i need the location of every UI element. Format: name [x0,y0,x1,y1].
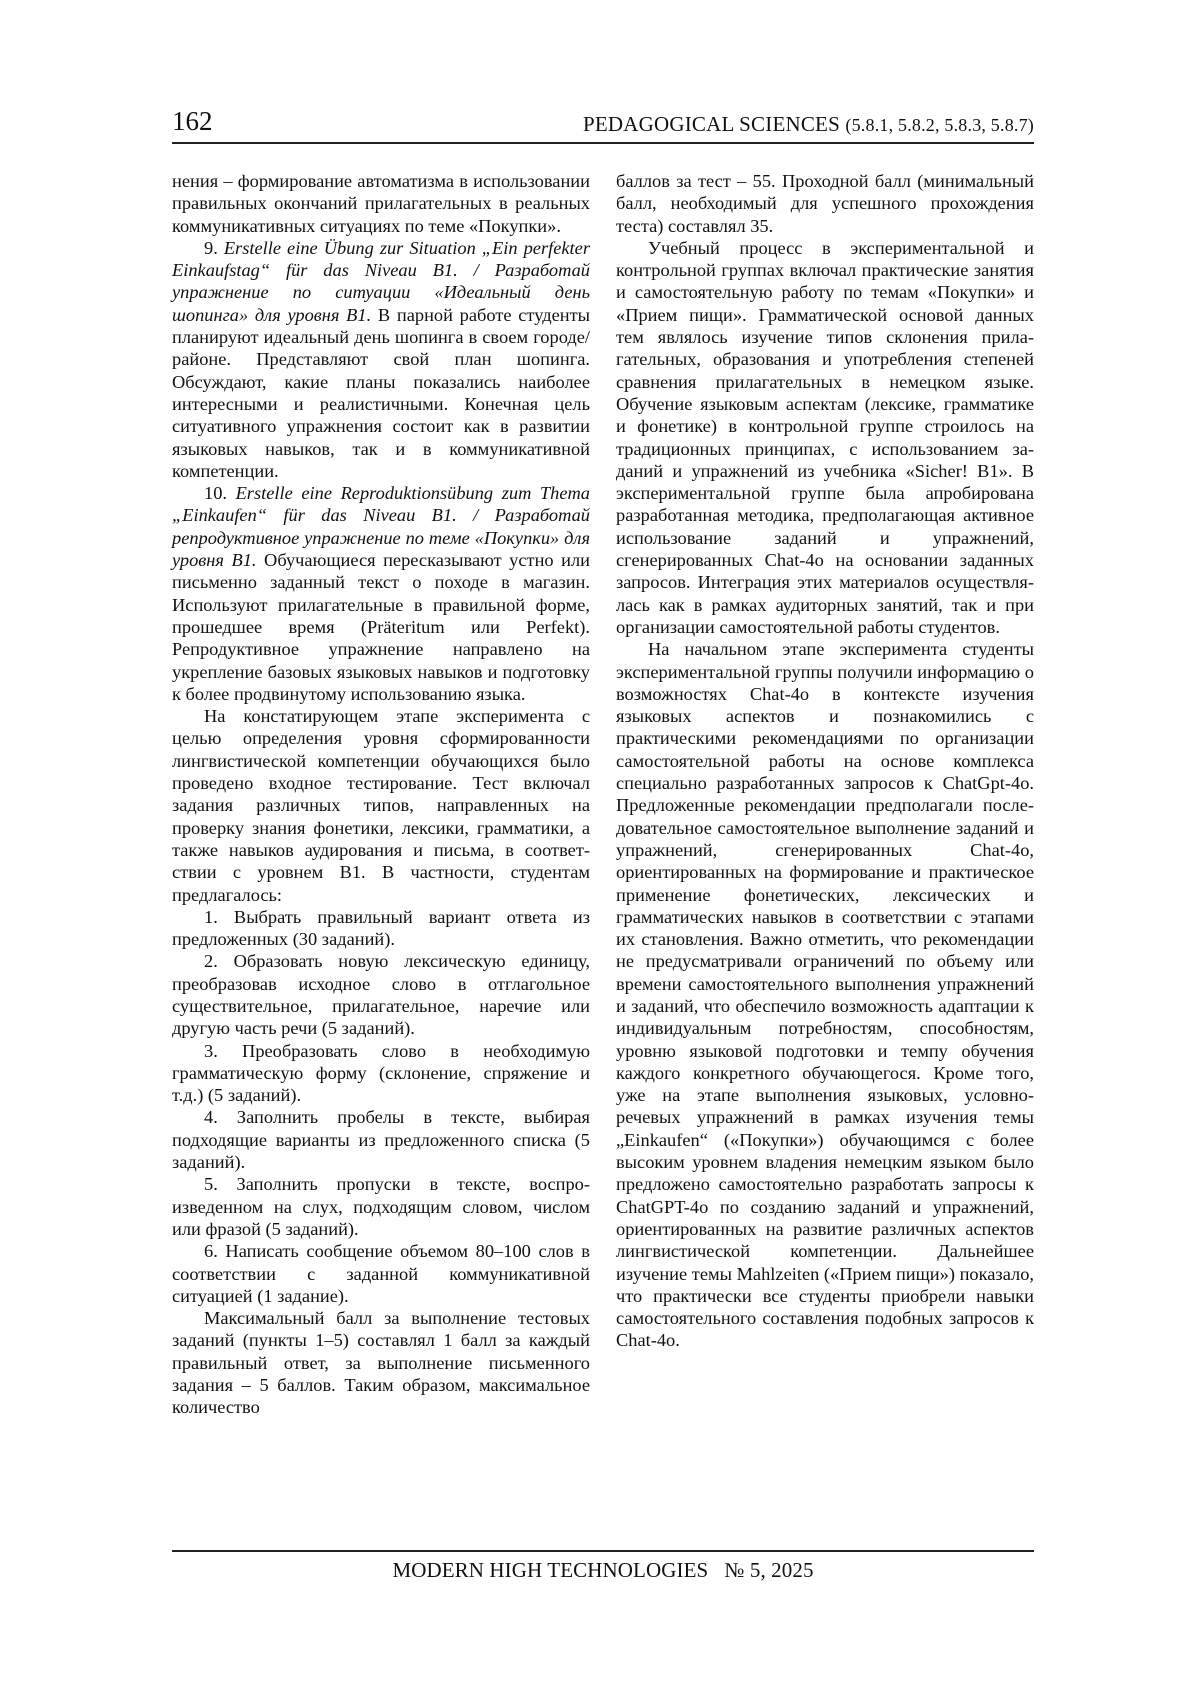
exercise-number: 10. [204,483,236,503]
exercise-9 [172,237,590,482]
exercise-number: 9. [204,238,224,258]
footer-rule [172,1550,1034,1552]
list-item: 2. Образовать новую лексическую еди­ницу, преобразовав исходное слово в отгла­гольное существительное, прилагательное, наречие или другую часть речи (5 заданий). [172,950,590,1039]
paragraph: На начальном этапе эксперимента сту­денты экспериментальной группы полу­чили информацию о возможностях Chat-4o в контексте изучения языковых аспектов и познакомились с практическими рекомен­дациями по организации самостоятельной работы на основе комплекса специально раз­работанных запросов к ChatGpt-4o. Предло­женные рекомендации предполагали после­довательное самостоятельное выполнение заданий и упражнений, сгенерированных Chat-4o, ориентированных на формирова­ние и практическое применение фонети­ческих, лексических и грамматических на­выков в соответствии с этапами их станов­ления. Важно отметить, что рекомендации не предусматривали ограничений по объе­му или времени самостоятельного выполне­ния упражнений и заданий, что обеспечило возможность адаптации к индивидуальным потребностям, способностям, уровню язы­ковой подготовки и темпу обучения каждо­го конкретного обучающегося. Кроме того, уже на этапе выполнения языковых, услов­но-речевых упражнений в рамках изучения темы „Einkaufen“ («Покупки») обучающим­ся с более высоким уровнем владения не­мецким языком было предложено самосто­ятельно разработать запросы к ChatGPT-4o по созданию заданий и упражнений, ориен­тированных на развитие различных аспек­тов лингвистической компетенции. Даль­нейшее изучение темы Mahlzeiten («Прием пищи») показало, что практически все сту­денты приобрели навыки самостоятельного составления подобных запросов к Chat-4o. [616,638,1034,1352]
page-number: 162 [172,106,213,137]
list-item: 3. Преобразовать слово в необходимую грамматическую форму (склонение, спря­жение и т.д.) (5 заданий). [172,1040,590,1107]
journal-title: MODERN HIGH TECHNOLOGIES [392,1558,708,1582]
paragraph: На констатирующем этапе эксперимен­та с целью определения уровня сформиро­ванности лингвистической компетенции об­учающихся было проведено входное тести­рование. Тест включал задания различных типов, направленных на проверку знания фонетики, лексики, грамматики, а также навыков аудирования и письма, в соответ­ствии с уровнем B1. В частности, студен­там предлагалось: [172,705,590,906]
exercise-description: В парной работе студенты планируют идеальный день шопинга в своем городе/районе. Представляют свой план шопинга. Обсуждают, какие планы показались наи­более интересными и реалистичными. Ко­нечная цель ситуативного упражнения со­стоит как в развитии языковых навыков, так и в коммуникативной компетенции. [172,305,590,481]
list-item: 6. Написать сообщение объемом 80–100 слов в соответствии с заданной комму­никативной ситуацией (1 задание). [172,1240,590,1307]
issue-number: № 5, 2025 [724,1558,813,1582]
paragraph: нения – формирование автоматизма в ис­пользовании правильных окончаний при­лагательных в реальных коммуникативных ситуациях по теме «Покупки». [172,170,590,237]
section-title: PEDAGOGICAL SCIENCES [583,112,840,136]
paragraph: баллов за тест – 55. Проходной балл (мини­мальный балл, необходимый для успешного прохождения теста) составлял 35. [616,170,1034,237]
exercise-description: Обучаю­щиеся пересказывают устно или письменно заданный текст о походе в магазин. Исполь­зуют прилагательные в правильной форме, прошедшее время (Präteritum или Perfekt). Репродуктивное упражнение направлено на укрепление базовых языковых навыков и подготовку к более продвинутому исполь­зованию языка. [172,550,590,704]
page-footer [172,1558,1034,1583]
exercise-10 [172,482,590,705]
left-column [172,170,590,1419]
list-item: 5. Заполнить пропуски в тексте, воспро­изведенном на слух, подходящим словом, числом или фразой (5 заданий). [172,1173,590,1240]
section-codes: (5.8.1, 5.8.2, 5.8.3, 5.8.7) [845,115,1034,135]
paragraph: Учебный процесс в экспериментальной и контрольной группах включал практи­ческие занятия и самостоятельную рабо­ту по темам «Покупки» и «Прием пищи». Грамматической основой данных тем яв­лялось изучение типов склонения прила­гательных, образования и употребления степеней сравнения прилагательных в не­мецком языке. Обучение языковым аспек­там (лексике, грамматике и фонетике) в контрольной группе строилось на тради­ционных принципах, с использованием за­даний и упражнений из учебника «Sicher! B1». В экспериментальной группе была апробирована разработанная методика, предполагающая активное использование заданий и упражнений, сгенерированных Chat-4o на основании заданных запросов. Интеграция этих материалов осуществля­лась как в рамках аудиторных занятий, так и при организации самостоятельной рабо­ты студентов. [616,237,1034,638]
right-column [616,170,1034,1352]
exercise-title: Erstelle eine Reproduktionsübung zum Thema „Einkaufen“ für das Niveau B1. / Разработай репродуктивное упражнение по теме «Покупки» для уровня B1. [172,483,590,570]
paragraph: Максимальный балл за выполнение те­стовых заданий (пункты 1–5) составлял 1 балл за каждый правильный ответ, за вы­полнение письменного задания – 5 баллов. Таким образом, максимальное количество [172,1307,590,1418]
list-item: 1. Выбрать правильный вариант ответа из предложенных (30 заданий). [172,906,590,951]
list-item: 4. Заполнить пробелы в тексте, выбирая подходящие варианты из предложенного списка (5 заданий). [172,1106,590,1173]
journal-section [583,112,1034,137]
page-header [172,104,1034,144]
exercise-title: Erstelle eine Übung zur Situation „Ein perfekter Einkaufstag“ für das Niveau B1. / Разработай упражнение по ситуации «Идеальный день шопинга» для уровня B1. [172,238,590,325]
